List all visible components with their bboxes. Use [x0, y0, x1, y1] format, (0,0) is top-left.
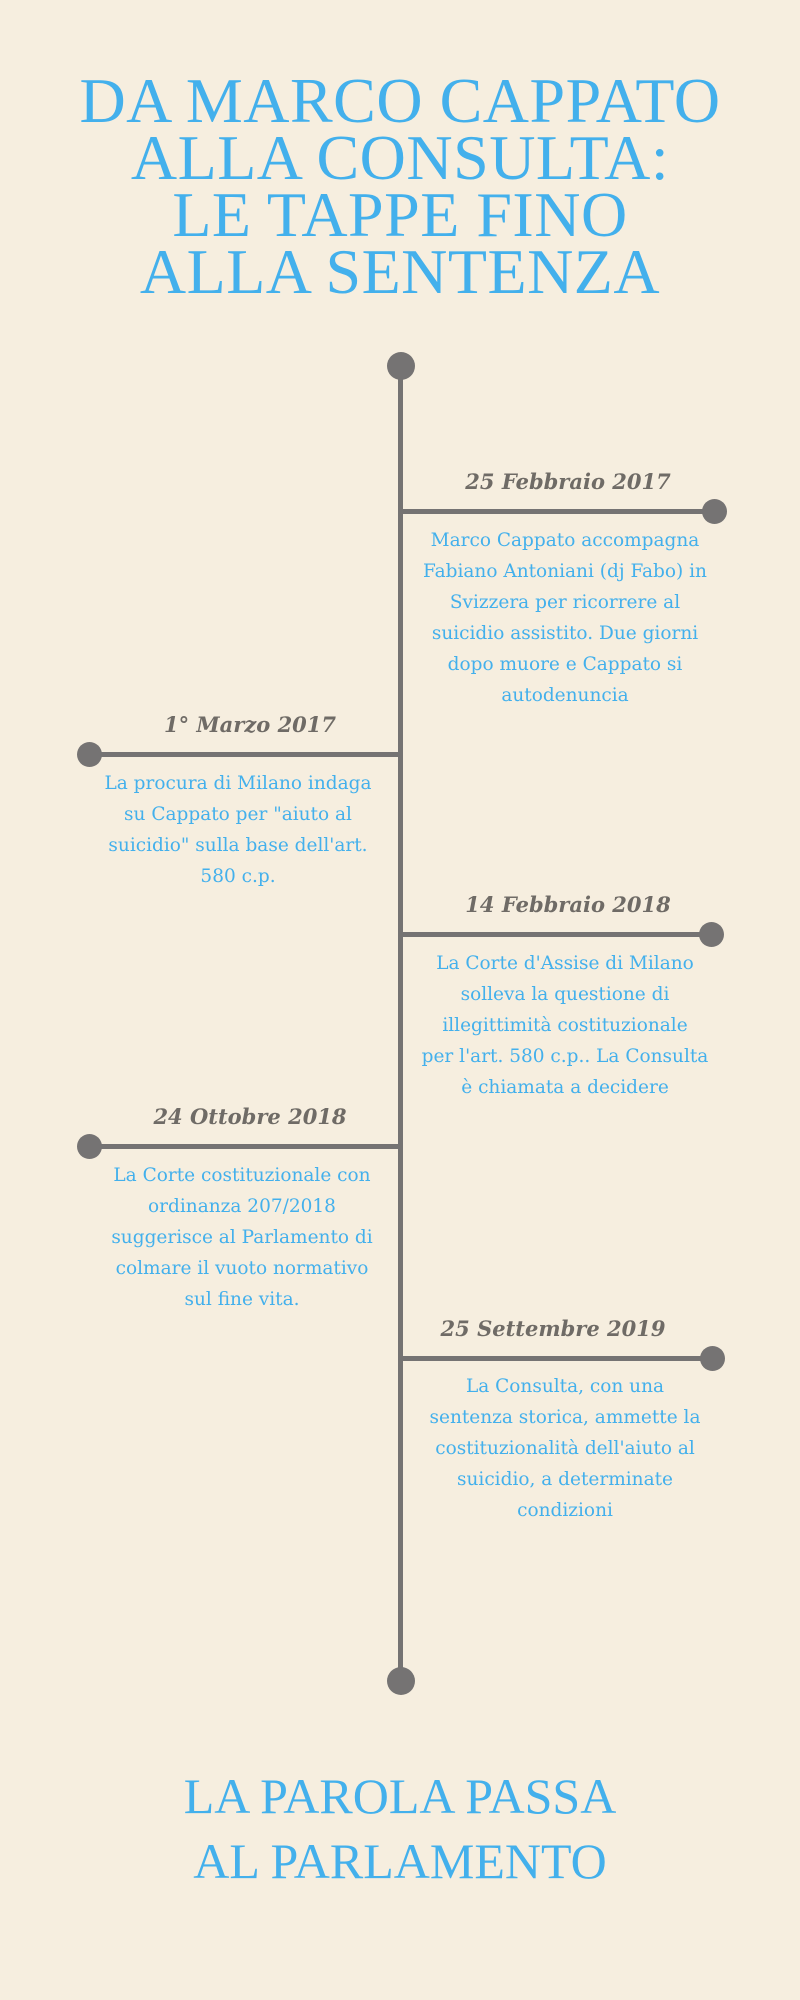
description-line: dopo muore e Cappato si: [447, 654, 683, 675]
description-line: 580 c.p.: [200, 866, 276, 887]
description-line: illegittimità costituzionale: [442, 1015, 688, 1036]
event-connector: [401, 509, 714, 514]
event-description: [403, 525, 727, 711]
description-line: La Consulta, con una: [465, 1376, 665, 1397]
description-line: Svizzera per ricorrere al: [449, 592, 681, 613]
timeline-start-dot: [387, 352, 415, 380]
title-line: ALLA SENTENZA: [139, 236, 661, 307]
description-line: suicidio" sulla base dell'art.: [108, 835, 368, 856]
description-line: La procura di Milano indaga: [104, 773, 372, 794]
description-line: per l'art. 580 c.p.. La Consulta: [421, 1046, 709, 1067]
description-line: costituzionalità dell'aiuto al: [435, 1438, 695, 1459]
event-date: 25 Settembre 2019: [440, 1316, 666, 1341]
event-connector: [88, 752, 401, 757]
event-connector: [88, 1144, 401, 1149]
event-connector: [401, 1356, 714, 1361]
title-line: LE TAPPE FINO: [172, 179, 628, 250]
timeline-end-dot: [387, 1667, 415, 1695]
description-line: solleva la questione di: [460, 984, 670, 1005]
description-line: colmare il vuoto normativo: [115, 1258, 369, 1279]
title-line: ALLA CONSULTA:: [130, 122, 670, 193]
event-date: 14 Febbraio 2018: [465, 892, 671, 917]
event-description: [403, 1371, 727, 1526]
description-line: suicidio assistito. Due giorni: [431, 623, 699, 644]
description-line: sentenza storica, ammette la: [429, 1407, 701, 1428]
event-dot: [77, 742, 102, 767]
event-dot: [702, 499, 727, 524]
description-line: su Cappato per "aiuto al: [124, 804, 352, 825]
event-date: 24 Ottobre 2018: [153, 1104, 347, 1129]
event-dot: [699, 922, 724, 947]
page-title: [0, 65, 800, 307]
event-description: [82, 1160, 402, 1315]
event-date: 1° Marzo 2017: [163, 712, 337, 737]
description-line: suicidio, a determinate: [457, 1469, 673, 1490]
description-line: sul fine vita.: [184, 1289, 300, 1310]
event-dot: [77, 1134, 102, 1159]
event-date: 25 Febbraio 2017: [465, 469, 671, 494]
event-dot: [700, 1346, 725, 1371]
description-line: La Corte costituzionale con: [113, 1165, 371, 1186]
description-line: è chiamata a decidere: [461, 1077, 669, 1098]
event-description: [78, 768, 398, 892]
footer-title: [0, 1764, 800, 1894]
description-line: La Corte d'Assise di Milano: [436, 953, 694, 974]
footer-line: LA PAROLA PASSA: [183, 1768, 617, 1824]
event-connector: [399, 932, 712, 937]
event-description: [403, 948, 727, 1103]
description-line: Fabiano Antoniani (dj Fabo) in: [423, 561, 707, 582]
description-line: autodenuncia: [501, 685, 629, 706]
description-line: condizioni: [517, 1500, 613, 1521]
title-line: DA MARCO CAPPATO: [79, 65, 721, 136]
footer-line: AL PARLAMENTO: [193, 1833, 607, 1889]
description-line: ordinanza 207/2018: [148, 1196, 336, 1217]
description-line: Marco Cappato accompagna: [430, 530, 700, 551]
description-line: suggerisce al Parlamento di: [111, 1227, 373, 1248]
